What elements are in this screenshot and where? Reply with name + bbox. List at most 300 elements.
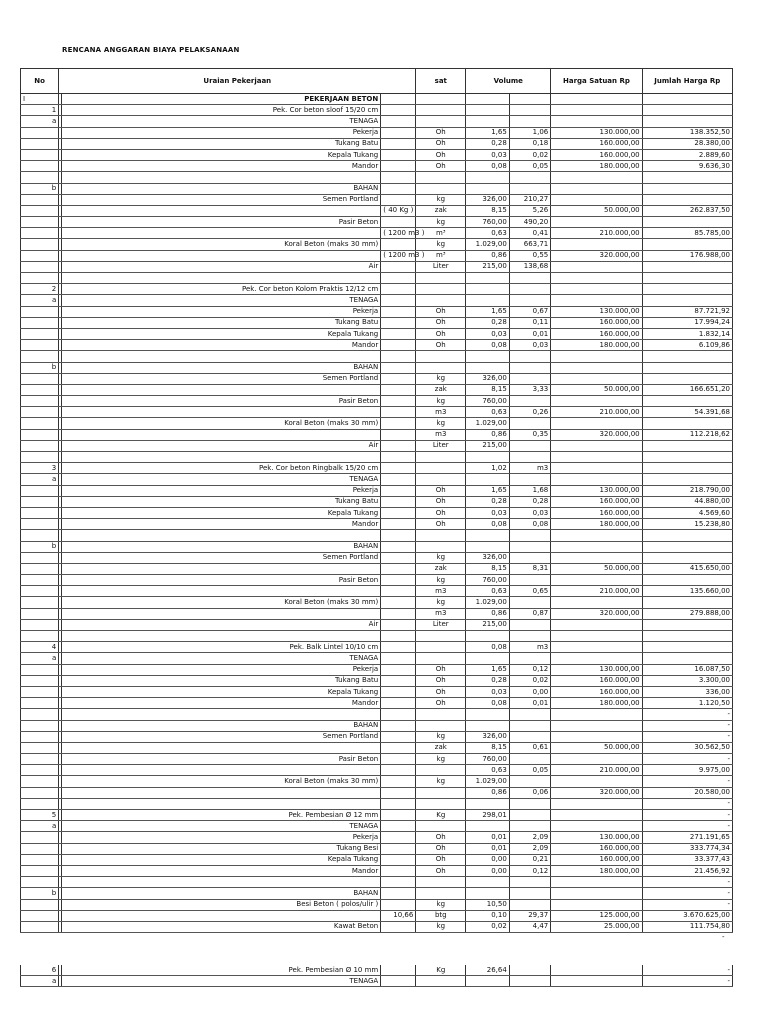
cell-jumlah: - — [642, 888, 732, 899]
cell-jumlah — [642, 396, 732, 407]
cell-volume: 0,35 — [509, 429, 550, 440]
cell-note — [381, 418, 416, 429]
cell-harga-satuan: 180.000,00 — [551, 340, 642, 351]
cell-uraian: Kepala Tukang — [62, 854, 381, 865]
cell-koef — [466, 821, 510, 832]
cell-sat: Oh — [416, 328, 466, 339]
cell-harga-satuan — [551, 821, 642, 832]
cell-uraian: BAHAN — [62, 541, 381, 552]
cell-jumlah: - — [642, 810, 732, 821]
cell-no — [21, 418, 59, 429]
cell-koef: 0,00 — [466, 854, 510, 865]
cell-uraian: Mandor — [62, 340, 381, 351]
cell-volume — [509, 530, 550, 541]
table-row — [21, 675, 733, 686]
cell-uraian: Kepala Tukang — [62, 507, 381, 518]
cell-uraian: Koral Beton (maks 30 mm) — [62, 597, 381, 608]
cell-jumlah: 135.660,00 — [642, 586, 732, 597]
cell-jumlah: - — [642, 899, 732, 910]
cell-koef: 10,50 — [466, 899, 510, 910]
cell-volume: 5,26 — [509, 205, 550, 216]
table-row — [21, 865, 733, 876]
cell-no — [21, 843, 59, 854]
cell-no — [21, 138, 59, 149]
cell-sat — [416, 105, 466, 116]
cell-volume — [509, 362, 550, 373]
cell-koef: 0,08 — [466, 519, 510, 530]
cell-note — [381, 463, 416, 474]
cell-uraian: Pek. Cor beton Ringbalk 15/20 cm — [62, 463, 381, 474]
cell-harga-satuan — [551, 172, 642, 183]
cell-volume: 0,41 — [509, 228, 550, 239]
cell-koef — [466, 720, 510, 731]
cell-note — [381, 507, 416, 518]
cell-sat: Oh — [416, 832, 466, 843]
cell-jumlah — [642, 597, 732, 608]
cell-uraian: Pek. Pembesian Ø 12 mm — [62, 810, 381, 821]
cell-koef: 0,63 — [466, 407, 510, 418]
cell-jumlah: 218.790,00 — [642, 485, 732, 496]
cell-koef — [466, 798, 510, 809]
cell-koef: 215,00 — [466, 440, 510, 451]
cell-koef: 8,15 — [466, 742, 510, 753]
cell-uraian: PEKERJAAN BETON — [62, 94, 381, 105]
spacer-row — [21, 452, 733, 463]
cell-sat — [416, 183, 466, 194]
cell-note — [381, 105, 416, 116]
cell-harga-satuan — [551, 373, 642, 384]
table-row — [21, 284, 733, 295]
cell-sat: zak — [416, 742, 466, 753]
cell-jumlah: - — [642, 754, 732, 765]
cell-no — [21, 407, 59, 418]
cell-uraian: Air — [62, 440, 381, 451]
cell-note — [381, 183, 416, 194]
cell-koef: 326,00 — [466, 552, 510, 563]
cell-jumlah: 44.880,00 — [642, 496, 732, 507]
cell-koef — [466, 295, 510, 306]
cell-sat: m3 — [416, 429, 466, 440]
cell-sat: zak — [416, 563, 466, 574]
cell-harga-satuan — [551, 631, 642, 642]
cell-sat: Oh — [416, 698, 466, 709]
cell-sat — [416, 888, 466, 899]
cell-note — [381, 149, 416, 160]
table-row — [21, 496, 733, 507]
cell-volume: 210,27 — [509, 194, 550, 205]
cell-koef: 1.029,00 — [466, 597, 510, 608]
cell-uraian — [62, 228, 381, 239]
cell-koef: 0,28 — [466, 675, 510, 686]
cell-uraian — [62, 631, 381, 642]
cell-sat — [416, 452, 466, 463]
cell-no — [21, 340, 59, 351]
cell-harga-satuan — [551, 888, 642, 899]
cell-sat — [416, 976, 466, 987]
cell-sat: Oh — [416, 317, 466, 328]
cell-note — [381, 653, 416, 664]
cell-sat — [416, 273, 466, 284]
cell-uraian: Mandor — [62, 519, 381, 530]
cell-harga-satuan: 320.000,00 — [551, 429, 642, 440]
cell-uraian — [62, 205, 381, 216]
cell-uraian: Pasir Beton — [62, 754, 381, 765]
cell-harga-satuan — [551, 798, 642, 809]
cell-note — [381, 273, 416, 284]
cell-no — [21, 865, 59, 876]
cell-note — [381, 698, 416, 709]
cell-no: 1 — [21, 105, 59, 116]
cell-volume: 1,68 — [509, 485, 550, 496]
cell-uraian: TENAGA — [62, 653, 381, 664]
cell-uraian: Mandor — [62, 161, 381, 172]
cell-harga-satuan — [551, 754, 642, 765]
cell-koef: 0,86 — [466, 429, 510, 440]
table-row — [21, 396, 733, 407]
cell-koef — [466, 653, 510, 664]
cell-note — [381, 552, 416, 563]
cell-jumlah: 166.651,20 — [642, 384, 732, 395]
cell-koef: 8,15 — [466, 384, 510, 395]
spacer-row — [21, 709, 733, 720]
table-row — [21, 742, 733, 753]
table-row — [21, 250, 733, 261]
cell-volume — [509, 396, 550, 407]
cell-jumlah — [642, 653, 732, 664]
cell-sat: Oh — [416, 485, 466, 496]
cell-volume — [509, 116, 550, 127]
table-row — [21, 910, 733, 921]
cell-uraian — [62, 172, 381, 183]
cell-harga-satuan: 160.000,00 — [551, 138, 642, 149]
cell-harga-satuan: 160.000,00 — [551, 149, 642, 160]
cell-no — [21, 530, 59, 541]
cell-note — [381, 373, 416, 384]
cell-sat — [416, 116, 466, 127]
table-row — [21, 485, 733, 496]
cell-jumlah — [642, 631, 732, 642]
header-jumlah-harga: Jumlah Harga Rp — [642, 69, 732, 94]
cell-note: ( 1200 m3 ) — [381, 250, 416, 261]
table-row — [21, 105, 733, 116]
table-row — [21, 765, 733, 776]
cell-volume: 490,20 — [509, 217, 550, 228]
cell-no — [21, 496, 59, 507]
cell-sat — [416, 172, 466, 183]
cell-volume: 0,61 — [509, 742, 550, 753]
cell-note: ( 40 Kg ) — [381, 205, 416, 216]
cell-volume — [509, 597, 550, 608]
cell-koef — [466, 362, 510, 373]
cell-uraian — [62, 407, 381, 418]
cell-no — [21, 731, 59, 742]
cell-uraian: Air — [62, 261, 381, 272]
cell-sat — [416, 787, 466, 798]
cell-no — [21, 586, 59, 597]
cell-uraian — [62, 250, 381, 261]
cell-no: 4 — [21, 642, 59, 653]
cell-sat: kg — [416, 418, 466, 429]
cell-note — [381, 709, 416, 720]
cell-volume: 0,05 — [509, 161, 550, 172]
cell-koef — [466, 273, 510, 284]
cell-volume: 0,03 — [509, 507, 550, 518]
cell-volume: 1,06 — [509, 127, 550, 138]
table-row — [21, 474, 733, 485]
cell-koef: 0,86 — [466, 250, 510, 261]
cell-sat: Liter — [416, 619, 466, 630]
document-title: RENCANA ANGGARAN BIAYA PELAKSANAAN — [62, 46, 240, 54]
table-row — [21, 586, 733, 597]
cell-no — [21, 194, 59, 205]
cell-note — [381, 754, 416, 765]
table-row — [21, 575, 733, 586]
cell-sat: Oh — [416, 127, 466, 138]
cell-no — [21, 608, 59, 619]
cell-sat — [416, 463, 466, 474]
cell-note — [381, 720, 416, 731]
table-row — [21, 810, 733, 821]
cell-note — [381, 798, 416, 809]
cell-harga-satuan: 210.000,00 — [551, 228, 642, 239]
cell-uraian: TENAGA — [62, 116, 381, 127]
cell-note — [381, 161, 416, 172]
cell-note — [381, 965, 416, 976]
cell-harga-satuan — [551, 418, 642, 429]
cell-volume — [509, 631, 550, 642]
cell-no — [21, 832, 59, 843]
cell-volume: 0,00 — [509, 686, 550, 697]
cell-jumlah — [642, 440, 732, 451]
cell-sat: zak — [416, 384, 466, 395]
cell-no — [21, 205, 59, 216]
cell-no: 3 — [21, 463, 59, 474]
spacer-row — [21, 877, 733, 888]
cell-volume: m3 — [509, 642, 550, 653]
cell-sat — [416, 541, 466, 552]
table-row — [21, 239, 733, 250]
cell-koef: 0,03 — [466, 149, 510, 160]
cell-note — [381, 474, 416, 485]
cell-sat: Liter — [416, 440, 466, 451]
table-row — [21, 698, 733, 709]
cell-sat: Oh — [416, 149, 466, 160]
cell-sat: Oh — [416, 664, 466, 675]
cell-uraian: Pek. Cor beton sloof 15/20 cm — [62, 105, 381, 116]
cell-sat: kg — [416, 921, 466, 932]
cell-harga-satuan — [551, 183, 642, 194]
cell-harga-satuan — [551, 877, 642, 888]
cell-note — [381, 664, 416, 675]
cell-note — [381, 306, 416, 317]
cell-uraian: Tukang Batu — [62, 317, 381, 328]
cell-note — [381, 362, 416, 373]
cell-sat: kg — [416, 575, 466, 586]
cell-koef: 326,00 — [466, 194, 510, 205]
cell-koef: 1,02 — [466, 463, 510, 474]
cell-jumlah: 271.191,65 — [642, 832, 732, 843]
table-row — [21, 228, 733, 239]
cell-sat: Oh — [416, 519, 466, 530]
cell-volume: 0,05 — [509, 765, 550, 776]
table-row — [21, 921, 733, 932]
cell-sat: Oh — [416, 686, 466, 697]
cell-note — [381, 138, 416, 149]
cell-sat: kg — [416, 396, 466, 407]
cell-volume: m3 — [509, 463, 550, 474]
cell-harga-satuan — [551, 284, 642, 295]
cell-jumlah: - — [642, 821, 732, 832]
cell-note — [381, 485, 416, 496]
table-row — [21, 619, 733, 630]
cell-jumlah: 333.774,34 — [642, 843, 732, 854]
cell-no: 6 — [21, 965, 59, 976]
cell-uraian: Pasir Beton — [62, 217, 381, 228]
cell-jumlah: 30.562,50 — [642, 742, 732, 753]
cell-uraian: BAHAN — [62, 720, 381, 731]
cell-note — [381, 776, 416, 787]
cell-harga-satuan — [551, 105, 642, 116]
cell-no — [21, 597, 59, 608]
cell-volume — [509, 541, 550, 552]
cell-volume: 0,02 — [509, 149, 550, 160]
cell-harga-satuan — [551, 463, 642, 474]
table-row — [21, 664, 733, 675]
cell-jumlah: 4.569,60 — [642, 507, 732, 518]
cell-harga-satuan — [551, 899, 642, 910]
cell-uraian: TENAGA — [62, 474, 381, 485]
cell-koef: 0,08 — [466, 161, 510, 172]
cell-jumlah — [642, 172, 732, 183]
cell-note — [381, 888, 416, 899]
cell-jumlah: 6.109,86 — [642, 340, 732, 351]
table-row — [21, 217, 733, 228]
table-row — [21, 362, 733, 373]
cell-sat — [416, 284, 466, 295]
cell-volume — [509, 575, 550, 586]
cell-jumlah: 1.832,14 — [642, 328, 732, 339]
cell-koef: 1.029,00 — [466, 776, 510, 787]
cell-koef: 0,03 — [466, 328, 510, 339]
table-row — [21, 888, 733, 899]
cell-uraian — [62, 798, 381, 809]
cell-uraian: Pasir Beton — [62, 575, 381, 586]
cell-volume — [509, 105, 550, 116]
cell-no — [21, 239, 59, 250]
cell-no — [21, 273, 59, 284]
cell-volume: 0,21 — [509, 854, 550, 865]
cell-sat: kg — [416, 552, 466, 563]
cell-koef: 0,08 — [466, 642, 510, 653]
cell-jumlah — [642, 295, 732, 306]
cell-no — [21, 854, 59, 865]
cell-jumlah — [642, 541, 732, 552]
cell-sat — [416, 653, 466, 664]
cell-volume — [509, 888, 550, 899]
cell-harga-satuan — [551, 396, 642, 407]
cell-uraian: Pek. Pembesian Ø 10 mm — [62, 965, 381, 976]
cell-koef — [466, 976, 510, 987]
table-row — [21, 519, 733, 530]
cell-jumlah: 16.087,50 — [642, 664, 732, 675]
cell-no: a — [21, 653, 59, 664]
cell-no — [21, 910, 59, 921]
cell-koef — [466, 631, 510, 642]
cell-koef — [466, 94, 510, 105]
table-row — [21, 138, 733, 149]
cell-uraian: Air — [62, 619, 381, 630]
spacer-row — [21, 273, 733, 284]
cell-uraian: Kepala Tukang — [62, 149, 381, 160]
cell-uraian: BAHAN — [62, 362, 381, 373]
cell-note — [381, 631, 416, 642]
cell-note — [381, 608, 416, 619]
cell-uraian — [62, 709, 381, 720]
cell-note — [381, 384, 416, 395]
cell-sat — [416, 720, 466, 731]
cell-volume — [509, 976, 550, 987]
table-row — [21, 440, 733, 451]
cell-koef — [466, 530, 510, 541]
cell-koef: 1,65 — [466, 664, 510, 675]
cell-koef: 0,86 — [466, 787, 510, 798]
cell-jumlah — [642, 575, 732, 586]
cell-uraian — [62, 351, 381, 362]
cell-volume: 0,12 — [509, 664, 550, 675]
table-row — [21, 832, 733, 843]
cell-koef: 1,65 — [466, 485, 510, 496]
cell-no — [21, 351, 59, 362]
cell-sat: m3 — [416, 608, 466, 619]
cell-volume: 0,65 — [509, 586, 550, 597]
cell-no — [21, 161, 59, 172]
cell-harga-satuan — [551, 776, 642, 787]
table-row — [21, 976, 733, 987]
cell-volume: 0,03 — [509, 340, 550, 351]
cell-jumlah: 20.580,00 — [642, 787, 732, 798]
cell-harga-satuan — [551, 720, 642, 731]
cell-volume — [509, 619, 550, 630]
cell-no — [21, 306, 59, 317]
cell-harga-satuan: 320.000,00 — [551, 250, 642, 261]
cell-note — [381, 765, 416, 776]
cell-volume: 0,12 — [509, 865, 550, 876]
cell-harga-satuan: 160.000,00 — [551, 507, 642, 518]
cell-no — [21, 787, 59, 798]
cell-koef: 760,00 — [466, 217, 510, 228]
cell-sat: Oh — [416, 843, 466, 854]
table-row — [21, 776, 733, 787]
cell-koef — [466, 452, 510, 463]
cell-note — [381, 821, 416, 832]
cell-uraian: Semen Portland — [62, 731, 381, 742]
cell-jumlah: - — [642, 731, 732, 742]
cell-no — [21, 328, 59, 339]
cell-volume — [509, 776, 550, 787]
cell-sat: kg — [416, 373, 466, 384]
cell-koef: 1,65 — [466, 127, 510, 138]
cell-harga-satuan — [551, 575, 642, 586]
cell-sat: btg — [416, 910, 466, 921]
cell-jumlah: - — [642, 720, 732, 731]
cell-note — [381, 787, 416, 798]
cell-uraian: BAHAN — [62, 183, 381, 194]
cell-koef — [466, 541, 510, 552]
cell-harga-satuan — [551, 351, 642, 362]
spacer-row — [21, 351, 733, 362]
cell-uraian: Pekerja — [62, 832, 381, 843]
cell-uraian: Semen Portland — [62, 373, 381, 384]
